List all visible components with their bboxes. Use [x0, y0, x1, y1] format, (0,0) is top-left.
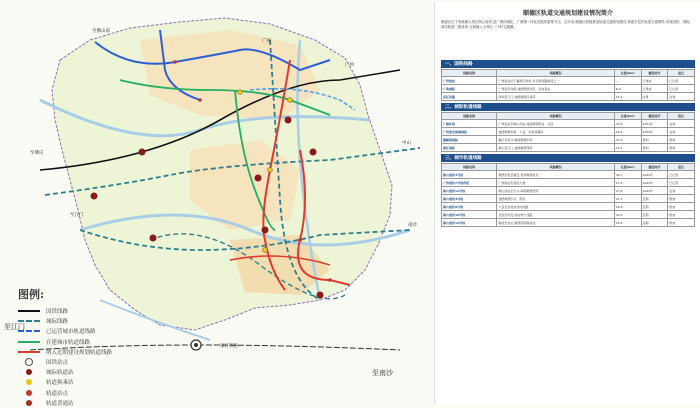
transfer-station [263, 248, 268, 253]
legend-label: 轨道换乘站 [46, 380, 74, 387]
table-cell: 18.9 [614, 219, 641, 227]
map-label-north: 广州 [262, 39, 271, 44]
table-cell: 已运营 [668, 85, 695, 93]
table-row [442, 211, 695, 219]
section-header: 三、城市轨道线路 [441, 154, 695, 162]
metro-station [173, 60, 177, 64]
legend-label: 国铁线路 [46, 309, 69, 316]
legend-label: 已运营城市轨道线路 [46, 329, 96, 336]
table-cell: 途经顺德伦教、大良、容桂等镇街 [497, 128, 614, 136]
table-header-row [442, 164, 695, 171]
map-label-mid-west: 至江门 [70, 213, 84, 218]
table-cell: 佛山地铁11号线 [442, 187, 497, 195]
legend-title: 图例: [18, 288, 45, 301]
table-cell: 在建 [641, 93, 668, 101]
column-header: 建设时序 [641, 113, 668, 120]
table-cell: 2022年 [641, 171, 668, 179]
table-cell: 顺德学院至镇安,贯穿顺德南北 [497, 171, 614, 179]
table-cell: 27.6 [614, 187, 641, 195]
table-cell: 已运营 [668, 179, 695, 187]
section-header: 一、国铁线路 [441, 60, 695, 68]
table-cell: 2021年 [641, 120, 668, 128]
column-header: 备注 [668, 113, 695, 120]
intercity-station [139, 149, 146, 156]
table-cell: 规划 [668, 144, 695, 152]
legend-label: 城际轨道站 [46, 370, 74, 377]
transfer-station [288, 98, 293, 103]
legend-swatch [18, 320, 40, 322]
section-header: 二、城际轨道线路 [441, 103, 695, 111]
table-cell: 已运营 [668, 77, 695, 85]
legend-swatch [18, 341, 40, 343]
table-header-row [442, 70, 695, 77]
table-row [442, 85, 695, 93]
table-cell: 16.8 [614, 203, 641, 211]
table-cell: 规划 [668, 136, 695, 144]
table-cell: 规划 [668, 195, 695, 203]
table-cell: 广佛环线 [442, 120, 497, 128]
panel-sections [435, 60, 700, 227]
table-cell: 在建 [668, 128, 695, 136]
legend-swatch [26, 400, 32, 406]
table-cell: 规划 [668, 211, 695, 219]
table-row [442, 144, 695, 152]
table-row [442, 203, 695, 211]
column-header: 线路名称 [442, 164, 497, 171]
table-row [442, 93, 695, 101]
intercity-station [317, 292, 324, 299]
table-row [442, 195, 695, 203]
intercity-station [255, 175, 262, 182]
table-cell: 2022年 [641, 179, 668, 187]
table-cell: 勒流至杏坛,顺德西部联络线 [497, 219, 614, 227]
table-cell: 规划 [668, 203, 695, 211]
legend-item [18, 367, 168, 377]
legend-item [18, 347, 168, 357]
table-cell: 广州南至珠海城际 [442, 128, 497, 136]
table-cell: 佛江城际 [442, 144, 497, 152]
table-cell: 2025年 [641, 187, 668, 195]
legend-item [18, 306, 168, 316]
table-cell: 深江铁路 [442, 93, 497, 101]
table-cell: 40.7 [614, 171, 641, 179]
table-cell: 2022年 [641, 128, 668, 136]
legend-swatch [26, 369, 32, 375]
direction-south: 至南沙 [372, 369, 393, 377]
table-cell: 广州南站位于番禺区钟村,是全国铁路枢纽之一 [497, 77, 614, 85]
table-row [442, 171, 695, 179]
intercity-station [91, 193, 98, 200]
direction-west: 至江门 [4, 323, 25, 331]
table-cell: 在建 [668, 93, 695, 101]
legend-item [18, 388, 168, 398]
table-cell: 18.4 [614, 128, 641, 136]
table-cell: 34.2 [614, 211, 641, 219]
legend-swatch [26, 390, 32, 396]
table-cell: 广州地铁7号线西延 [442, 179, 497, 187]
legend-label: 城际线路 [46, 319, 69, 326]
legend-swatch [25, 358, 33, 366]
intercity-station [310, 149, 317, 156]
panel-title: 顺德区轨道交通规划建设情况简介 [522, 10, 613, 17]
table-cell: 佛山地铁12号线 [442, 219, 497, 227]
national-rail-station-icon [194, 343, 198, 347]
table-row [442, 120, 695, 128]
section-table [441, 163, 695, 227]
column-header: 长度(km) [614, 164, 641, 171]
table-cell: 佛山地铁9号线 [442, 203, 497, 211]
legend-item [18, 357, 168, 367]
section-table [441, 69, 695, 101]
table-cell: 广州南站 [442, 77, 497, 85]
table-cell: 15.2 [614, 93, 641, 101]
metro-station [198, 98, 202, 102]
legend-label: 在建城市轨道线路 [46, 339, 91, 346]
table-cell: 已运营 [668, 171, 695, 179]
table-cell: 在建 [668, 187, 695, 195]
table-cell: 已建成 [641, 77, 668, 85]
metro-station [328, 278, 332, 282]
table-cell: 佛山西站至乐从,串联顺德西部 [497, 187, 614, 195]
table-cell: 已建成 [641, 85, 668, 93]
intercity-station [262, 227, 269, 234]
intercity-station [285, 117, 292, 124]
legend-swatch [18, 310, 40, 312]
legend-item [18, 316, 168, 326]
table-row [442, 77, 695, 85]
legend-swatch [18, 351, 40, 353]
transfer-station [238, 90, 243, 95]
table-cell: 近期 [641, 203, 668, 211]
table-row [442, 219, 695, 227]
map-label-south-east: 中山 [402, 141, 411, 146]
intercity-station [150, 235, 157, 242]
map-label-south-rail: 深江铁路 [220, 344, 238, 349]
column-header: 线路名称 [442, 113, 497, 120]
legend-item [18, 398, 168, 408]
legend-label: 国铁站点 [46, 360, 69, 367]
table-cell: 广珠城际 [442, 85, 497, 93]
table-cell: 近期 [641, 211, 668, 219]
legend-label: 轨道普通站 [46, 400, 74, 407]
table-cell: 21.3 [614, 195, 641, 203]
table-cell: 规划 [641, 136, 668, 144]
table-row [442, 128, 695, 136]
table-cell: 佛山地铁3号线 [442, 171, 497, 179]
column-header: 建设时序 [641, 164, 668, 171]
column-header: 线路概况 [497, 164, 614, 171]
column-header: 线路概况 [497, 70, 614, 77]
map-label-west-city: 至肇庆 [30, 151, 44, 156]
table-header-row [442, 113, 695, 120]
table-cell: 规划 [668, 219, 695, 227]
table-cell: 深圳至江门,途经顺德区南部 [497, 93, 614, 101]
legend-item [18, 377, 168, 387]
column-header: 长度(km) [614, 113, 641, 120]
table-cell: 肇庆至南沙,横贯顺德中部 [497, 136, 614, 144]
table-cell: 23.6 [614, 120, 641, 128]
table-cell: 近期 [641, 195, 668, 203]
table-cell: 途经顺德乐从、陈村 [497, 195, 614, 203]
table-cell: 13.5 [614, 179, 641, 187]
column-header: 建设时序 [641, 70, 668, 77]
column-header: 线路名称 [442, 70, 497, 77]
section-table [441, 112, 695, 152]
metro-station [298, 238, 302, 242]
table-cell: 12.5 [614, 144, 641, 152]
table-cell: 8.9 [614, 85, 641, 93]
panel-intro: 顺德区位于粤港澳大湾区核心地带,是广佛同城化、广佛肇一体化发展的重要节点。近年来,顺德区积极推进轨道交通规划建设,构建多层次轨道交通网络,形成国铁、城际、城市轨道三级体系,全面融入大湾区一小时交通圈。 [441, 20, 693, 29]
legend-item [18, 337, 168, 347]
table-cell: 广州南站至美的大道 [497, 179, 614, 187]
legend-list [18, 306, 168, 408]
table-cell: 肇顺南城际 [442, 136, 497, 144]
table-cell: 规划 [641, 144, 668, 152]
map-label-east: 南沙 [408, 223, 417, 228]
table-cell: 佛山地铁10号线 [442, 211, 497, 219]
info-panel [434, 2, 700, 404]
table-row [442, 179, 695, 187]
map-legend [18, 286, 168, 408]
table-cell: 广州南至珠海,途经顺德北滘、容桂等站 [497, 85, 614, 93]
table-cell: 佛山至江门,途经顺德西部 [497, 144, 614, 152]
table-row [442, 136, 695, 144]
legend-swatch [18, 330, 40, 332]
table-cell: 广州南站至佛山西站,途经顺德陈村、北滘 [497, 120, 614, 128]
table-cell: 远期 [641, 219, 668, 227]
table-cell: — [614, 77, 641, 85]
legend-label: 轨道站点 [46, 390, 69, 397]
table-cell: 37.9 [614, 136, 641, 144]
table-row [442, 187, 695, 195]
transfer-station [268, 168, 273, 173]
column-header: 长度(km) [614, 70, 641, 77]
legend-label: 纳入近期建设规划轨道线路 [46, 349, 113, 356]
legend-swatch [26, 379, 32, 385]
table-cell: 北滘至均安,纵向骨干线路 [497, 211, 614, 219]
table-cell: 大良至容桂东西向线路 [497, 203, 614, 211]
column-header: 线路概况 [497, 113, 614, 120]
map-label-north-east: 广州 [345, 63, 354, 68]
legend-item [18, 326, 168, 336]
table-cell: 在建 [668, 120, 695, 128]
table-cell: 佛山地铁4号线 [442, 195, 497, 203]
column-header: 备注 [668, 70, 695, 77]
map-label-north-west: 至佛山南 [92, 29, 110, 34]
column-header: 备注 [668, 164, 695, 171]
